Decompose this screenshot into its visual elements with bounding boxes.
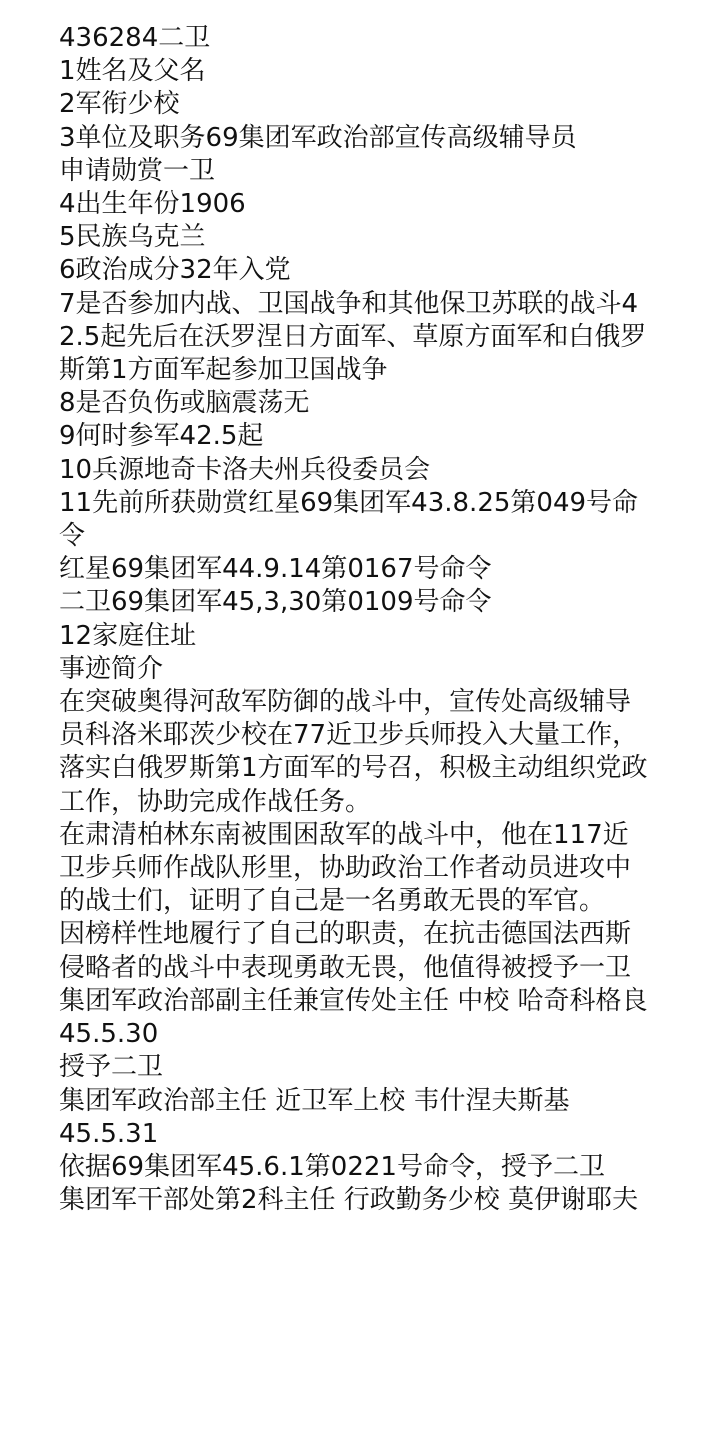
field-nationality: 5民族乌克兰 — [59, 222, 206, 253]
signer-line: 集团军政治部副主任兼宣传处主任 中校 哈奇科格良 — [59, 985, 648, 1016]
field-rank: 2军衔少校 — [59, 89, 180, 120]
order-line: 依据69集团军45.6.1第0221号命令，授予二卫 — [59, 1151, 605, 1182]
summary-heading: 事迹简介 — [59, 653, 164, 684]
signer-line: 集团军政治部主任 近卫军上校 韦什涅夫斯基 — [59, 1085, 570, 1116]
field-previous-awards: 11先前所获勋赏红星69集团军43.8.25第049号命令 — [59, 487, 639, 552]
record-number: 436284二卫 — [59, 23, 211, 53]
field-combat-participation: 7是否参加内战、卫国战争和其他保卫苏联的战斗42.5起先后在沃罗涅日方面军、草原方面军和白俄罗斯第1方面军起参加卫国战争 — [59, 288, 647, 386]
date-line: 45.5.30 — [59, 1019, 159, 1050]
summary-paragraph: 因榜样性地履行了自己的职责，在抗击德国法西斯侵略者的战斗中表现勇敢无畏，他值得被授予一卫 — [59, 919, 632, 983]
award-request: 申请勋赏一卫 — [59, 155, 216, 186]
field-enlistment: 9何时参军42.5起 — [59, 421, 264, 452]
signer-line: 集团军干部处第2科主任 行政勤务少校 莫伊谢耶夫 — [59, 1185, 639, 1216]
field-name: 1姓名及父名 — [59, 56, 206, 87]
previous-award-line: 红星69集团军44.9.14第0167号命令 — [59, 554, 492, 585]
field-party: 6政治成分32年入党 — [59, 255, 291, 286]
field-home-address: 12家庭住址 — [59, 620, 197, 651]
field-wounds: 8是否负伤或脑震荡无 — [59, 388, 310, 419]
award-decision: 授予二卫 — [59, 1052, 164, 1083]
date-line: 45.5.31 — [59, 1118, 159, 1149]
summary-paragraph: 在突破奥得河敌军防御的战斗中，宣传处高级辅导员科洛米耶茨少校在77近卫步兵师投入大量工作，落实白俄罗斯第1方面军的号召，积极主动组织党政工作，协助完成作战任务。 — [59, 687, 648, 817]
summary-paragraph: 在肃清柏林东南被围困敌军的战斗中，他在117近卫步兵师作战队形里，协助政治工作者动员进攻中的战士们，证明了自己是一名勇敢无畏的军官。 — [59, 819, 632, 917]
field-unit-position: 3单位及职务69集团军政治部宣传高级辅导员 — [59, 122, 577, 153]
field-birth-year: 4出生年份1906 — [59, 189, 246, 220]
previous-award-line: 二卫69集团军45,3,30第0109号命令 — [59, 587, 492, 618]
field-draft-office: 10兵源地奇卡洛夫州兵役委员会 — [59, 454, 431, 485]
document-body — [59, 22, 649, 1217]
